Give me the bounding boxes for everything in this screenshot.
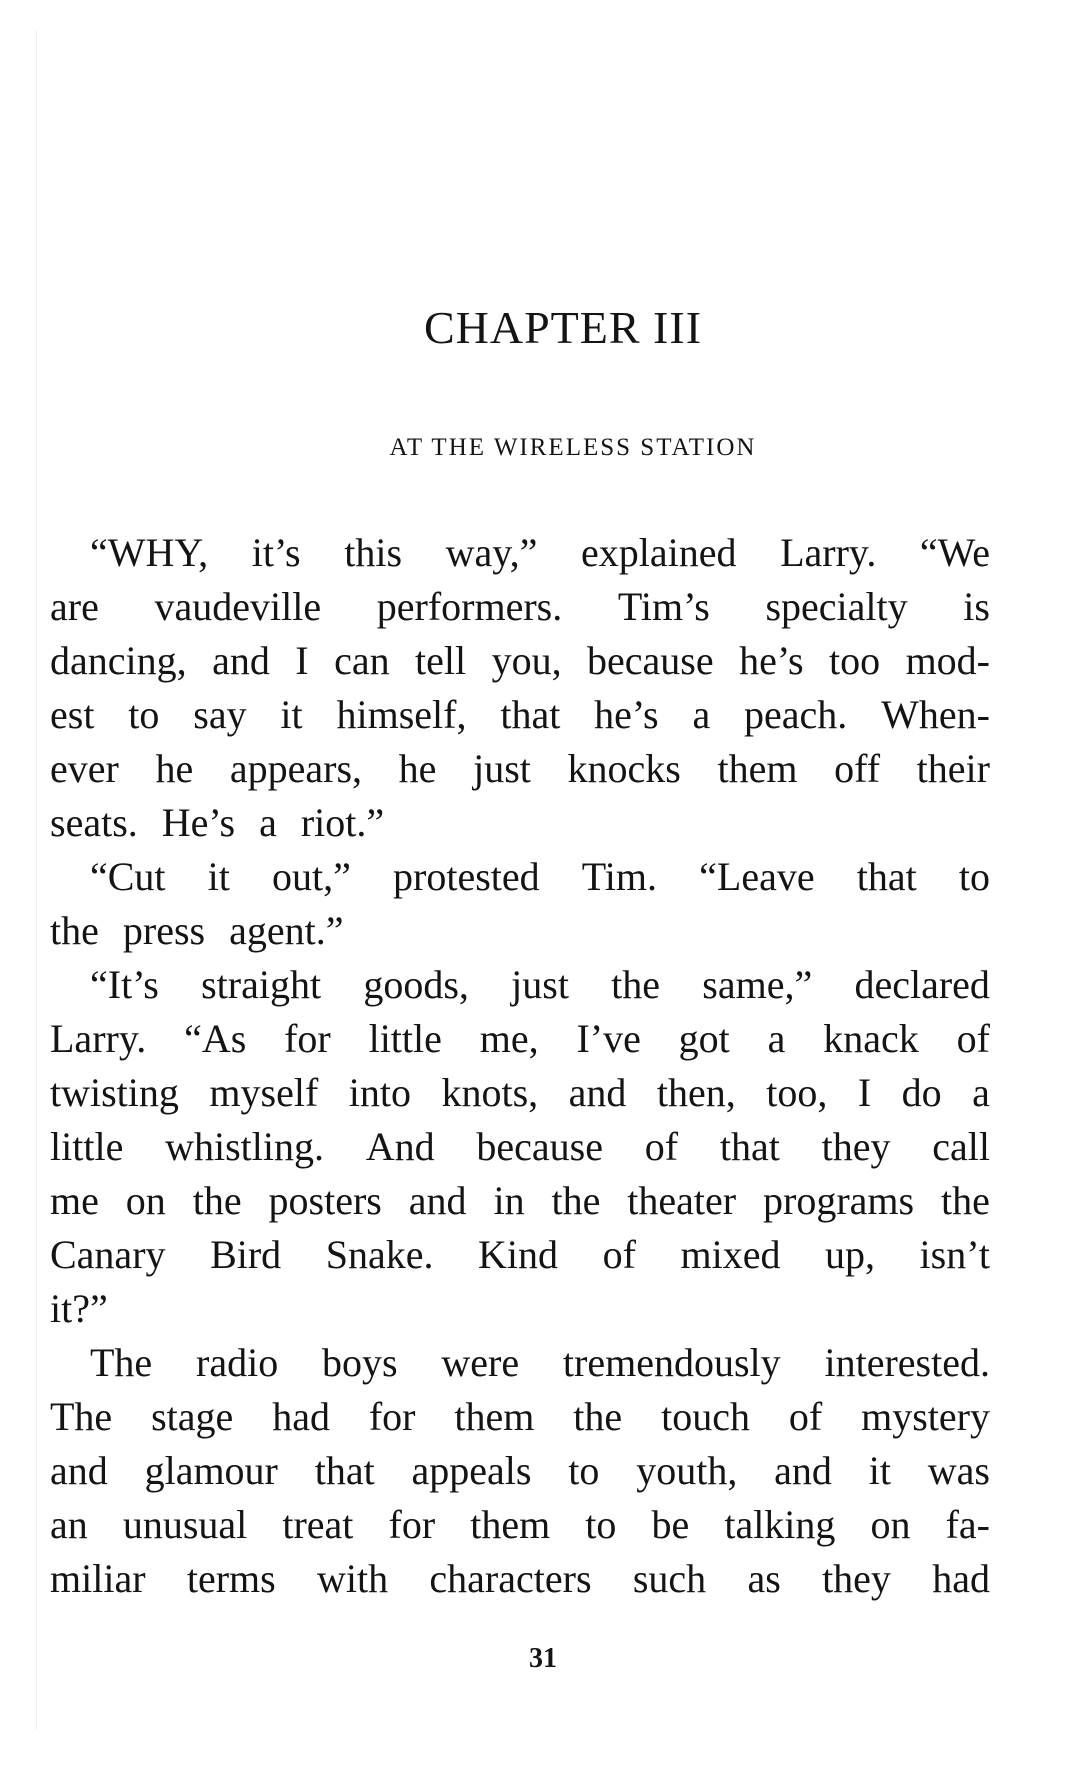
page-number: 31: [529, 1643, 557, 1674]
text-line: little whistling. And because of that they call: [50, 1124, 990, 1169]
text-line: Canary Bird Snake. Kind of mixed up, isn’t: [50, 1232, 990, 1277]
text-line: Larry. “As for little me, I’ve got a knack of: [50, 1016, 990, 1061]
page-edge-divider: [36, 30, 37, 1730]
text-line: ever he appears, he just knocks them off their: [50, 746, 990, 791]
text-line: me on the posters and in the theater programs the: [50, 1178, 990, 1223]
body-text: [50, 526, 990, 1606]
chapter-title: CHAPTER III: [423, 302, 703, 353]
text-line: The stage had for them the touch of mystery: [50, 1394, 990, 1439]
text-line: it?”: [50, 1286, 108, 1331]
text-line: miliar terms with characters such as they had: [50, 1556, 990, 1601]
text-line: “Cut it out,” protested Tim. “Leave that to: [90, 854, 990, 899]
text-line: “It’s straight goods, just the same,” declared: [90, 962, 990, 1007]
text-line: twisting myself into knots, and then, too, I do a: [50, 1070, 990, 1115]
text-line: and glamour that appeals to youth, and it was: [50, 1448, 990, 1493]
text-line: are vaudeville performers. Tim’s specialty is: [50, 584, 990, 629]
chapter-subtitle: AT THE WIRELESS STATION: [389, 434, 757, 461]
text-line: “WHY, it’s this way,” explained Larry. “We: [90, 530, 990, 575]
text-line: est to say it himself, that he’s a peach. When-: [50, 692, 990, 737]
text-line: dancing, and I can tell you, because he’s too mod-: [50, 638, 990, 683]
text-line: seats. He’s a riot.”: [50, 800, 385, 845]
text-line: an unusual treat for them to be talking on fa-: [50, 1502, 990, 1547]
text-line: The radio boys were tremendously interested.: [90, 1340, 990, 1385]
text-line: the press agent.”: [50, 908, 344, 953]
